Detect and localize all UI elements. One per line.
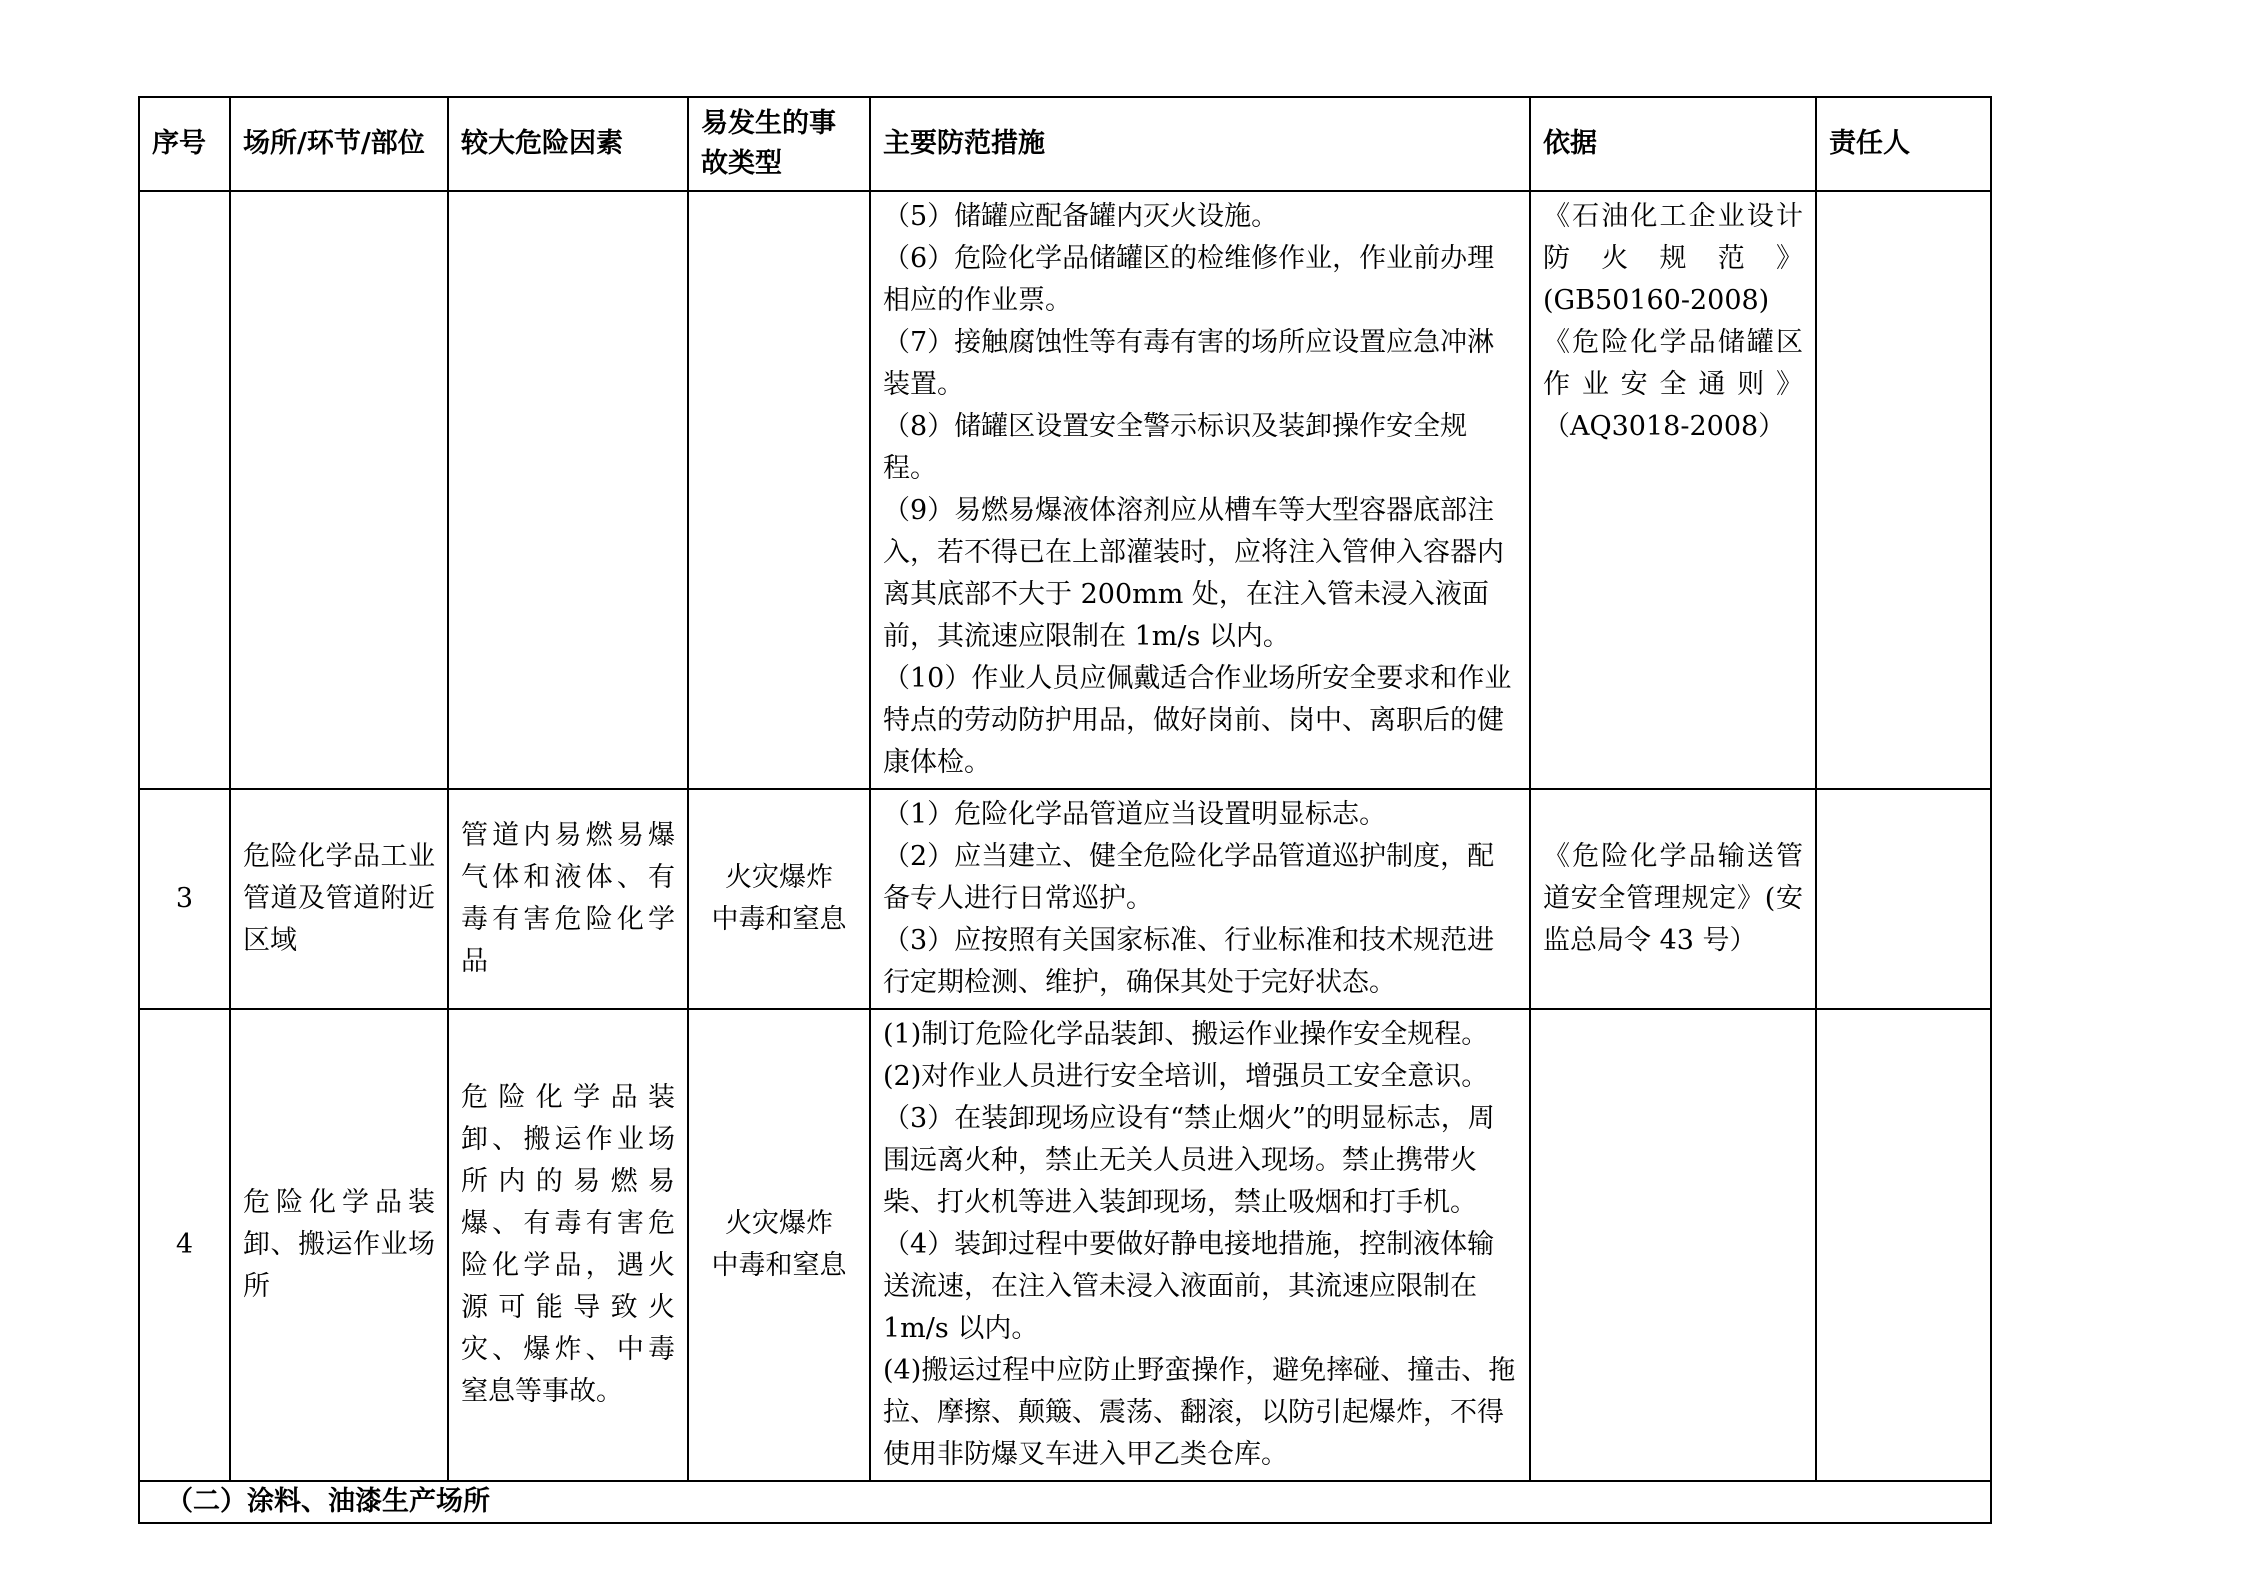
cell-place: [230, 191, 448, 789]
measure-item: （2）应当建立、健全危险化学品管道巡护制度，配备专人进行日常巡护。: [883, 841, 1495, 914]
measure-item: （3）应按照有关国家标准、行业标准和技术规范进行定期检测、维护，确保其处于完好状态。: [883, 925, 1495, 998]
cell-measures: [870, 191, 1530, 789]
cell-basis: [1530, 191, 1816, 789]
header-basis: 依据: [1530, 97, 1816, 191]
accident-type-item: 火灾爆炸: [725, 862, 833, 893]
cell-accident-type: [688, 1009, 870, 1481]
cell-responsible: [1816, 1009, 1991, 1481]
measure-item: （9）易燃易爆液体溶剂应从槽车等大型容器底部注入，若不得已在上部灌装时，应将注入管伸入容器内离其底部不大于 200mm 处，在注入管未浸入液面前，其流速应限制在 1m/s 以内。: [883, 495, 1504, 652]
cell-basis: [1530, 1009, 1816, 1481]
cell-no: 4: [139, 1009, 230, 1481]
cell-factor: 管道内易燃易爆气体和液体、有毒有害危险化学品: [448, 789, 688, 1009]
measure-item: （3）在装卸现场应设有“禁止烟火”的明显标志，周围远离火种，禁止无关人员进入现场。禁止携带火柴、打火机等进入装卸现场，禁止吸烟和打手机。: [883, 1103, 1495, 1218]
cell-responsible: [1816, 191, 1991, 789]
cell-responsible: [1816, 789, 1991, 1009]
measure-item: (1)制订危险化学品装卸、搬运作业操作安全规程。: [883, 1019, 1489, 1050]
measure-item: (4)搬运过程中应防止野蛮操作，避免摔碰、撞击、拖拉、摩擦、颠簸、震荡、翻滚，以防引起爆炸，不得使用非防爆叉车进入甲乙类仓库。: [883, 1355, 1516, 1470]
basis-item: 《危险化学品储罐区作业安全通则》（AQ3018-2008）: [1543, 327, 1803, 442]
cell-no: 3: [139, 789, 230, 1009]
header-place: 场所/环节/部位: [230, 97, 448, 191]
basis-item: 《石油化工企业设计防火规范》(GB50160-2008): [1543, 201, 1803, 316]
measure-item: （8）储罐区设置安全警示标识及装卸操作安全规程。: [883, 411, 1468, 484]
cell-place: 危险化学品装卸、搬运作业场所: [230, 1009, 448, 1481]
header-accident-type: 易发生的事故类型: [688, 97, 870, 191]
section-title: （二）涂料、油漆生产场所: [139, 1481, 1991, 1523]
table-header-row: [139, 97, 1991, 191]
header-measures: 主要防范措施: [870, 97, 1530, 191]
accident-type-item: 中毒和窒息: [711, 1250, 847, 1281]
measure-item: （10）作业人员应佩戴适合作业场所安全要求和作业特点的劳动防护用品，做好岗前、岗中、离职后的健康体检。: [883, 663, 1512, 778]
measure-item: （4）装卸过程中要做好静电接地措施，控制液体输送流速，在注入管未浸入液面前，其流速应限制在 1m/s 以内。: [883, 1229, 1495, 1344]
header-responsible: 责任人: [1816, 97, 1991, 191]
measure-item: (2)对作业人员进行安全培训，增强员工安全意识。: [883, 1061, 1489, 1092]
header-no: 序号: [139, 97, 230, 191]
cell-no: [139, 191, 230, 789]
accident-type-item: 火灾爆炸: [725, 1208, 833, 1239]
measure-item: （1）危险化学品管道应当设置明显标志。: [883, 799, 1387, 830]
measure-item: （5）储罐应配备罐内灭火设施。: [883, 201, 1279, 232]
cell-measures: [870, 1009, 1530, 1481]
table-row: [139, 789, 1991, 1009]
cell-place: 危险化学品工业管道及管道附近区域: [230, 789, 448, 1009]
accident-type-item: 中毒和窒息: [711, 904, 847, 935]
measure-item: （6）危险化学品储罐区的检维修作业，作业前办理相应的作业票。: [883, 243, 1495, 316]
cell-accident-type: [688, 789, 870, 1009]
section-heading-row: [139, 1481, 1991, 1523]
cell-basis: 《危险化学品输送管道安全管理规定》(安监总局令 43 号）: [1530, 789, 1816, 1009]
cell-accident-type: [688, 191, 870, 789]
hazard-control-table: [138, 96, 1992, 1524]
header-factor: 较大危险因素: [448, 97, 688, 191]
cell-measures: [870, 789, 1530, 1009]
cell-factor: [448, 191, 688, 789]
table-row: [139, 191, 1991, 789]
table-row: [139, 1009, 1991, 1481]
cell-factor: 危险化学品装卸、搬运作业场所内的易燃易爆、有毒有害危险化学品，遇火源可能导致火灾、爆炸、中毒窒息等事故。: [448, 1009, 688, 1481]
measure-item: （7）接触腐蚀性等有毒有害的场所应设置应急冲淋装置。: [883, 327, 1495, 400]
